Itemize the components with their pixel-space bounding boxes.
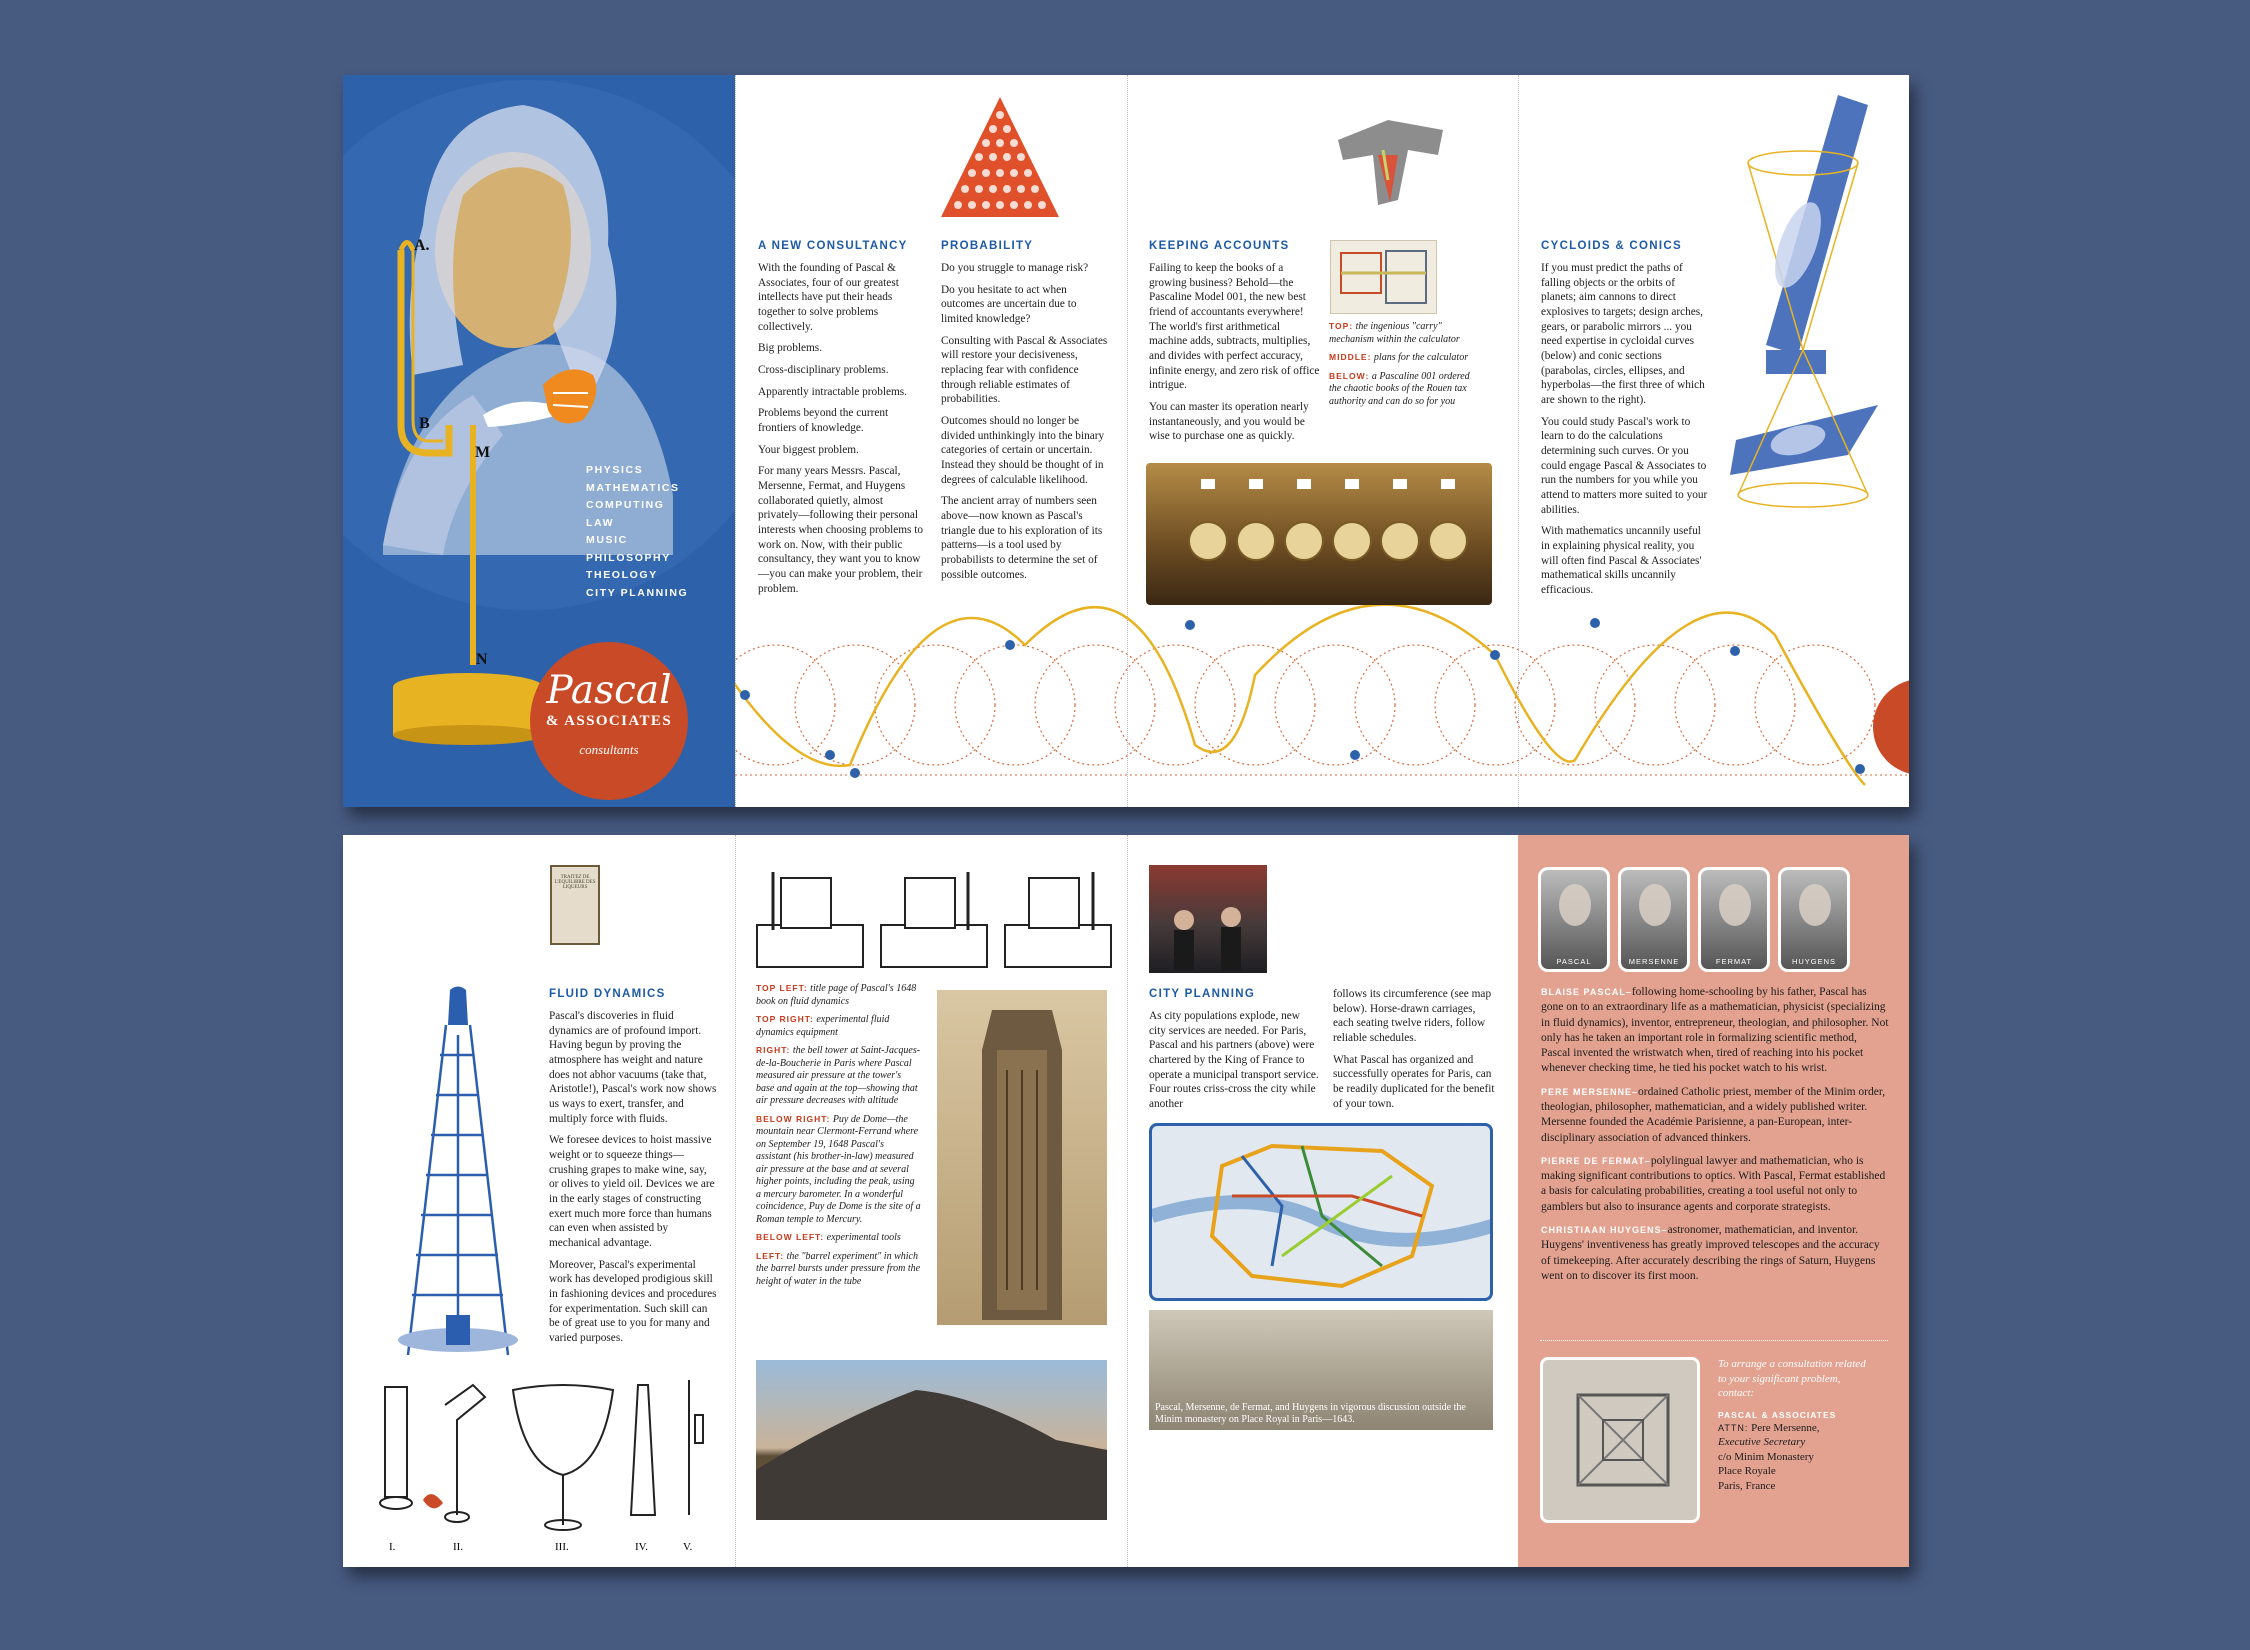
place-royale-engraving — [1149, 1310, 1493, 1430]
new-consultancy-heading: A NEW CONSULTANCY — [758, 240, 908, 252]
paragraph: With the founding of Pascal & Associates, four of our greatest intellects have put their heads together to solve problems collectively. — [758, 261, 899, 333]
tool-label: V. — [683, 1541, 693, 1553]
fluid-dynamics-heading: FLUID DYNAMICS — [549, 988, 666, 1000]
probability-section — [941, 239, 1109, 589]
contact-role: Executive Secretary — [1718, 1436, 1806, 1449]
cover-panel — [343, 75, 735, 807]
caption-label: TOP RIGHT: — [756, 1014, 814, 1024]
paragraph: Your biggest problem. — [758, 443, 859, 456]
caption-label: LEFT: — [756, 1250, 785, 1261]
portrait-label: MERSENNE — [1628, 957, 1680, 966]
fluid-equipment-illustration — [753, 870, 1123, 975]
address-line: c/o Minim Monastery — [1718, 1450, 1814, 1463]
paragraph: You can master its operation nearly instantaneously, and you would be wise to purchase one as quickly. — [1149, 400, 1309, 443]
tube-label-b: B — [419, 415, 430, 432]
tool-label: IV. — [635, 1541, 648, 1553]
paragraph: We foresee devices to hoist massive weight or to squeeze things—crushing grapes to make wine, say, or olives to yield oil. Devices we are in the early stages of constructing exert much more force than humans can even when assisted by mechanical advantage. — [549, 1134, 715, 1250]
conic-sections-graphic — [1728, 95, 1898, 515]
paragraph: Problems beyond the current frontiers of knowledge. — [758, 407, 889, 434]
bio-text: polylingual lawyer and mathematician, who is making significant contributions to optics. With Pascal, Fermat established a basis for calculating probabilities, creating a tool useful not only to gamblers but also to insurance agents and corporate strategists. — [1541, 1154, 1886, 1213]
brochure-inside-spread — [343, 835, 1909, 1567]
bio-text: astronomer, mathematician, and inventor. Huygens' inventiveness has greatly improved telescopes and the accuracy of timekeeping. After accurately describing the rings of Saturn, Huygens went on to discover its first moon. — [1541, 1223, 1880, 1282]
paragraph: The ancient array of numbers seen above—now known as Pascal's triangle due to his exploration of its patterns—is a tool used by probabilists to determine the set of possible outcomes. — [941, 495, 1103, 581]
bio-label: CHRISTIAAN HUYGENS– — [1541, 1224, 1668, 1235]
fold-line — [1127, 835, 1128, 1567]
paragraph: You could study Pascal's work to learn to do the calculations determining such curves. Or you could engage Pascal & Associates to run the numbers for you while you attend to matters more suited to your abilities. — [1541, 415, 1708, 516]
tube-label-n: N — [476, 651, 488, 668]
contact-name: Pere Mersenne, — [1751, 1421, 1820, 1434]
paragraph: As city populations explode, new city services are needed. For Paris, Pascal and his partners (above) were chartered by the King of France to operate a municipal transport service. Four routes criss-cross the city while another — [1149, 1009, 1319, 1110]
carry-mechanism-image — [1328, 100, 1448, 210]
place-royale-map-image — [1540, 1357, 1700, 1523]
bell-tower-photo — [937, 990, 1107, 1325]
caption-label: BELOW LEFT: — [756, 1232, 825, 1242]
caption-text: a Pascaline 001 ordered the chaotic books of the Rouen tax authority and can do so for you — [1329, 370, 1470, 407]
caption-text: experimental fluid dynamics equipment — [756, 1014, 890, 1038]
pascal-associates-logo — [530, 642, 688, 800]
portrait-fermat — [1698, 867, 1770, 972]
discipline-item: CITY PLANNING — [586, 586, 689, 599]
engraving-caption: Pascal, Mersenne, de Fermat, and Huygens in vigorous discussion outside the Minim monastery on Place Royal in Paris—1643. — [1155, 1402, 1466, 1425]
bio-label: PERE MERSENNE– — [1541, 1086, 1639, 1097]
bio-label: BLAISE PASCAL– — [1541, 987, 1632, 997]
divider — [1540, 1340, 1888, 1341]
cycloids-conics-heading: CYCLOIDS & CONICS — [1541, 240, 1682, 252]
logo-name: Pascal — [546, 668, 672, 713]
new-consultancy-section — [758, 239, 926, 603]
portrait-label: HUYGENS — [1791, 957, 1837, 966]
calculator-plans-image — [1330, 240, 1437, 314]
tube-label-a: A. — [414, 237, 430, 254]
caption-label: BELOW RIGHT: — [756, 1113, 831, 1124]
keeping-accounts-section — [1149, 239, 1321, 451]
cycloids-conics-section — [1541, 239, 1711, 605]
paragraph: Big problems. — [758, 342, 823, 355]
probability-heading: PROBABILITY — [941, 240, 1034, 252]
paragraph: If you must predict the paths of falling objects or the orbits of planets; aim cannons to direct explosives to targets; design arches, gears, or parabolic mirrors ... you need expertise in cycloidal curves (below) and conic sections (parabolas, circles, ellipses, and hyperbolas—the first three of which are shown to the right). — [1541, 261, 1705, 406]
caption-text: the ingenious "carry" mechanism within the calculator — [1329, 321, 1460, 345]
tool-label: II. — [453, 1541, 464, 1553]
paragraph: What Pascal has organized and successfully operates for Paris, can be readily duplicated for the benefit of your town. — [1333, 1053, 1495, 1110]
paragraph: Do you hesitate to act when outcomes are uncertain due to limited knowledge? — [941, 283, 1077, 325]
contact-block — [1718, 1357, 1868, 1493]
fluid-captions — [756, 983, 921, 1294]
tool-label: I. — [389, 1541, 396, 1553]
discipline-item: LAW — [586, 516, 615, 529]
discipline-item: MUSIC — [586, 534, 628, 546]
partner-bios — [1541, 985, 1889, 1292]
attn-label: ATTN: — [1718, 1422, 1749, 1433]
paragraph: With mathematics uncannily useful in explaining physical reality, you will often find Pascal & Associates' mathematical skills uncannily efficacious. — [1541, 525, 1702, 597]
fold-line — [735, 835, 736, 1567]
portrait-mersenne — [1618, 867, 1690, 972]
brochure-outside-spread — [343, 75, 1909, 807]
pascaline-machine-image — [1146, 463, 1492, 605]
city-planning-section — [1149, 987, 1319, 1119]
paragraph: Failing to keep the books of a growing business? Behold—the Pascaline Model 001, the new best friend of accountants everywhere! The world's first arithmetical machine adds, subtracts, multiplies, and divides with perfect accuracy, infinite energy, and zero risk of office intrigue. — [1149, 261, 1320, 392]
discipline-item: THEOLOGY — [586, 569, 658, 581]
experimental-tools-illustration — [373, 1375, 723, 1555]
portrait-huygens — [1778, 867, 1850, 972]
logo-associates: & ASSOCIATES — [545, 713, 673, 729]
caption-label: RIGHT: — [756, 1045, 791, 1055]
paragraph: Pascal's discoveries in fluid dynamics are of profound import. Having begun by proving the atmosphere has weight and nature does not abhor vacuums (take that, Aristotle!), Pascal's work now shows us ways to exert, transfer, and multiply force with fluids. — [549, 1009, 717, 1125]
keeping-accounts-heading: KEEPING ACCOUNTS — [1149, 240, 1290, 252]
accounts-captions — [1329, 321, 1484, 414]
portrait-pascal — [1538, 867, 1610, 972]
discipline-item: MATHEMATICS — [586, 481, 680, 494]
city-planning-heading: CITY PLANNING — [1149, 988, 1256, 1000]
logo-tagline: consultants — [579, 742, 639, 757]
paragraph: follows its circumference (see map below). Horse-drawn carriages, each seating twelve riders, follow reliable schedules. — [1333, 988, 1492, 1045]
paris-transport-map — [1149, 1123, 1493, 1301]
caption-label: BELOW: — [1329, 370, 1370, 381]
caption-text: the bell tower at Saint-Jacques-de-la-Boucherie in Paris where Pascal measured air pressure at the tower's base and again at the top—showing that air pressure decreases with altitude — [756, 1045, 921, 1106]
discipline-list — [586, 462, 688, 602]
fluid-book-title-page-image: TRAITEZ DE L'EQUILIBRE DES LIQUEURS — [550, 865, 600, 945]
paragraph: Consulting with Pascal & Associates will restore your decisiveness, replacing fear with confidence through reliable estimates of probabilities. — [941, 334, 1108, 406]
puy-de-dome-photo — [756, 1360, 1107, 1520]
historical-reenactors-photo — [1149, 865, 1267, 973]
bio-text: following home-schooling by his father, Pascal has gone on to an extraordinary life as a mathematician, physicist (specializing in fluid dynamics), inventor, entrepreneur, theologian, and philosopher. Not only has he taken an important role in formalizing scientific method, Pascal invented the wristwatch when, tired of reaching into his pocket whenever checking time, he tied his pocket watch to his wrist. — [1541, 986, 1889, 1075]
paragraph: Apparently intractable problems. — [758, 385, 908, 398]
paragraph: Moreover, Pascal's experimental work has developed prodigious skill in fashioning devices and procedures for experimentation. Such skill can be of great use to you for many and varied purposes. — [549, 1258, 717, 1345]
portrait-label: FERMAT — [1715, 957, 1753, 966]
caption-label: MIDDLE: — [1329, 352, 1372, 362]
bio-label: PIERRE DE FERMAT– — [1541, 1155, 1651, 1166]
address-line: Place Royale — [1718, 1465, 1776, 1478]
caption-label: TOP: — [1329, 321, 1354, 331]
paragraph: Do you struggle to manage risk? — [941, 261, 1089, 274]
tool-label: III. — [555, 1541, 569, 1553]
paragraph: For many years Messrs. Pascal, Mersenne, Fermat, and Huygens collaborated quietly, almost privately—following their personal interests when choosing problems to work on. Now, with their public consultancy, they want you to know—you can make your problem, their problem. — [758, 465, 924, 595]
discipline-item: PHILOSOPHY — [586, 551, 671, 564]
address-line: Paris, France — [1718, 1479, 1776, 1492]
discipline-item: COMPUTING — [586, 499, 665, 511]
cycloid-curve-graphic — [735, 595, 1909, 807]
ladder-experiment-illustration — [398, 985, 518, 1375]
contact-intro: To arrange a consultation related to your significant problem, contact: — [1718, 1358, 1866, 1400]
caption-text: the "barrel experiment" in which the barrel bursts under pressure from the height of water in the tube — [756, 1250, 921, 1287]
portrait-label: PASCAL — [1556, 957, 1592, 966]
caption-text: title page of Pascal's 1648 book on fluid dynamics — [756, 983, 917, 1007]
partners-panel — [1518, 835, 1909, 1567]
city-planning-continued — [1333, 987, 1498, 1118]
caption-label: TOP LEFT: — [756, 983, 808, 993]
paragraph: Outcomes should no longer be divided unthinkingly into the binary categories of certain or uncertain. Instead they should be thought of in degrees of calculable likelihood. — [941, 414, 1105, 486]
tube-label-m: M — [475, 444, 491, 461]
contact-firm: PASCAL & ASSOCIATES — [1718, 1409, 1837, 1420]
caption-text: experimental tools — [826, 1232, 901, 1243]
pascals-triangle-graphic — [941, 97, 1059, 227]
discipline-item: PHYSICS — [586, 464, 644, 476]
caption-text: Puy de Dome—the mountain near Clermont-Ferrand where on September 19, 1648 Pascal's assistant (his brother-in-law) measured air pressure at the base and at several higher points, including the peak, using a mercury barometer. In a wonderful coincidence, Puy de Dome is the site of a Roman temple to Mercury. — [756, 1113, 921, 1225]
caption-text: plans for the calculator — [1373, 352, 1469, 363]
fluid-dynamics-section — [549, 987, 717, 1353]
bio-text: ordained Catholic priest, member of the Minim order, theologian, philosopher, mathematician, and a widely published writer. Mersenne founded the Académie Parisienne, a pan-European, inter-disciplinary association of advanced thinkers. — [1541, 1085, 1886, 1144]
paragraph: Cross-disciplinary problems. — [758, 363, 889, 376]
